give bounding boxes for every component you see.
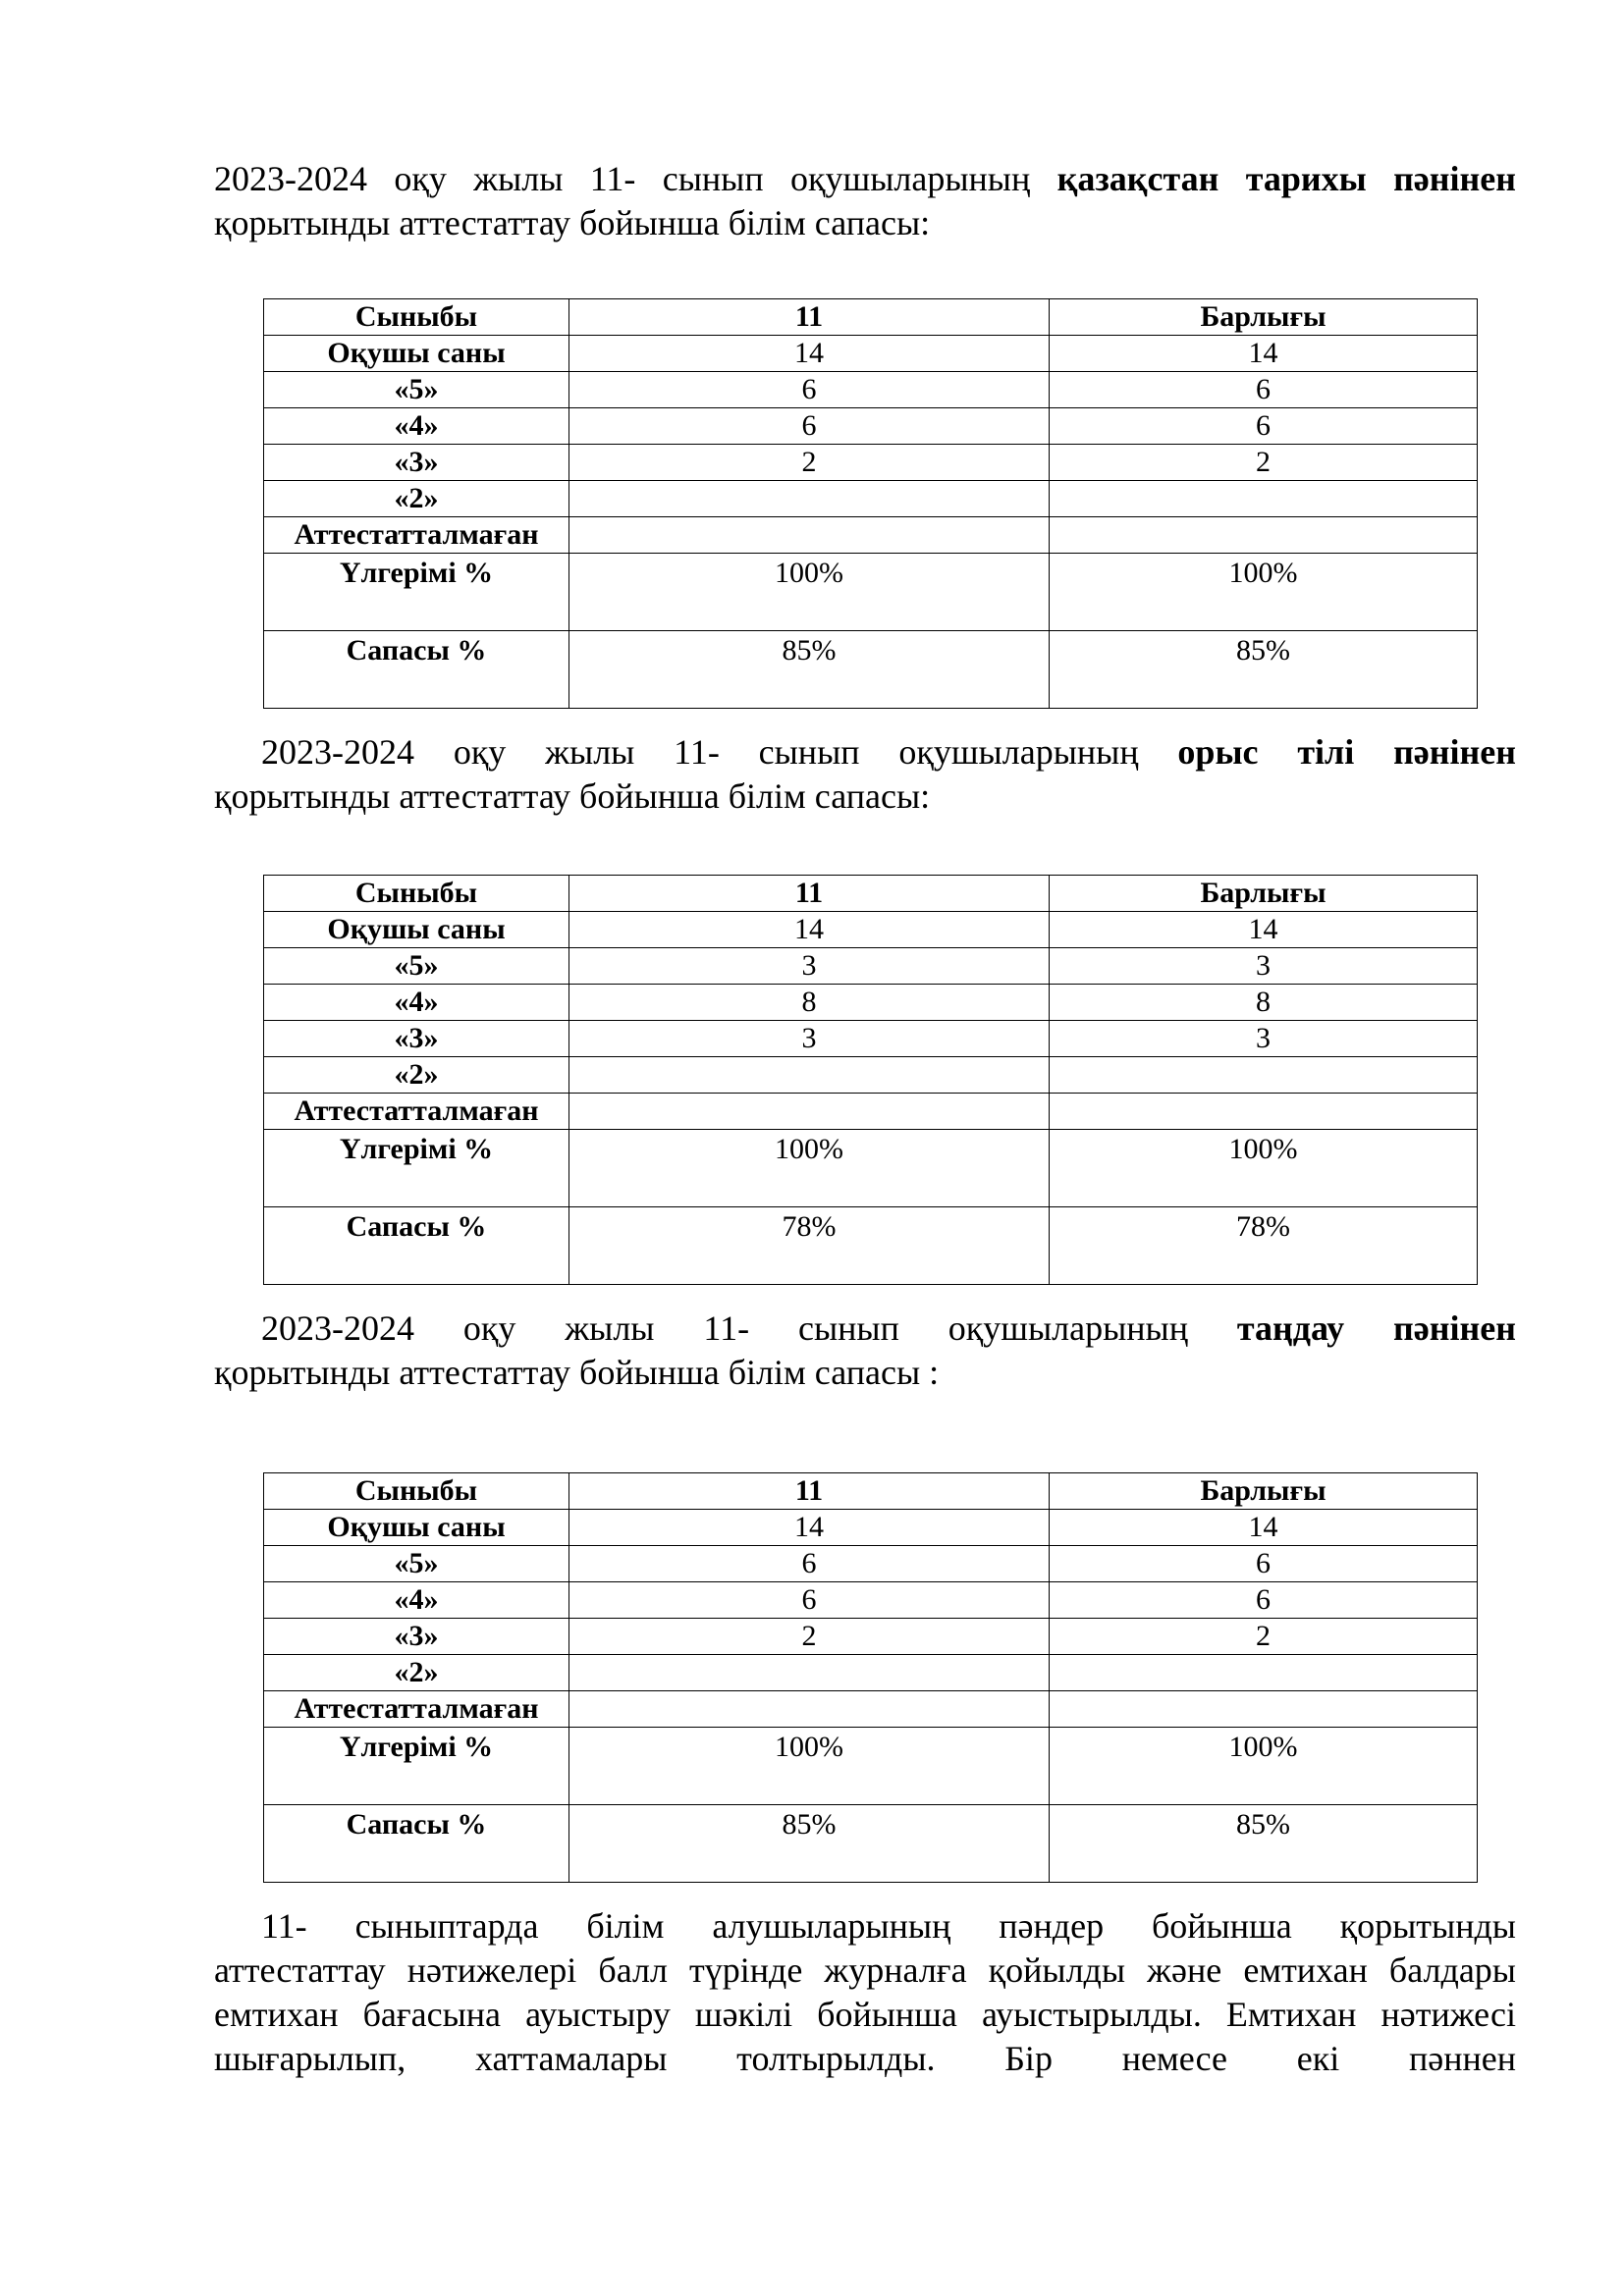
table-row bbox=[264, 1728, 1478, 1805]
table-row bbox=[264, 912, 1478, 948]
section-1-heading-line2: қорытынды аттестаттау бойынша білім сапасы: bbox=[214, 203, 931, 242]
closing-paragraph bbox=[214, 1904, 1516, 2081]
table-row bbox=[264, 1619, 1478, 1655]
row-label: Үлгерімі % bbox=[264, 1728, 569, 1805]
row-label: Аттестатталмаған bbox=[264, 517, 569, 554]
closing-line-4: шығарылып, хаттамалары толтырылды. Бір немесе екі пәннен bbox=[214, 2039, 1516, 2078]
row-label: Сапасы % bbox=[264, 1805, 569, 1883]
row-label: Оқушы саны bbox=[264, 336, 569, 372]
row-value: 8 bbox=[569, 985, 1050, 1021]
table-row bbox=[264, 1510, 1478, 1546]
table-row bbox=[264, 1094, 1478, 1130]
table-row bbox=[264, 948, 1478, 985]
row-total: 2 bbox=[1050, 1619, 1478, 1655]
row-total: 14 bbox=[1050, 336, 1478, 372]
table-row bbox=[264, 372, 1478, 408]
section-3-heading-text: 2023-2024 оқу жылы 11- сынып оқушыларының bbox=[261, 1308, 1237, 1348]
table-row bbox=[264, 985, 1478, 1021]
section-1-table bbox=[263, 298, 1478, 709]
section-2-heading-text: 2023-2024 оқу жылы 11- сынып оқушыларының bbox=[261, 732, 1178, 772]
row-value: 85% bbox=[569, 1805, 1050, 1883]
row-total: 6 bbox=[1050, 1582, 1478, 1619]
row-value: 100% bbox=[569, 1728, 1050, 1805]
table-row bbox=[264, 1582, 1478, 1619]
row-value: 78% bbox=[569, 1207, 1050, 1285]
table-row bbox=[264, 517, 1478, 554]
row-value: 85% bbox=[569, 631, 1050, 709]
header-total: Барлығы bbox=[1050, 876, 1478, 912]
row-value bbox=[569, 481, 1050, 517]
row-total: 100% bbox=[1050, 1728, 1478, 1805]
row-value: 14 bbox=[569, 912, 1050, 948]
row-total: 78% bbox=[1050, 1207, 1478, 1285]
row-total bbox=[1050, 1691, 1478, 1728]
row-total: 8 bbox=[1050, 985, 1478, 1021]
section-2-heading-line2: қорытынды аттестаттау бойынша білім сапасы: bbox=[214, 776, 931, 816]
section-2-table bbox=[263, 875, 1478, 1285]
header-class: Сыныбы bbox=[264, 1473, 569, 1510]
header-grade: 11 bbox=[569, 1473, 1050, 1510]
row-value: 6 bbox=[569, 1582, 1050, 1619]
row-value: 2 bbox=[569, 445, 1050, 481]
row-label: «2» bbox=[264, 1655, 569, 1691]
table-row bbox=[264, 1546, 1478, 1582]
row-total bbox=[1050, 1094, 1478, 1130]
row-total bbox=[1050, 517, 1478, 554]
row-value: 14 bbox=[569, 1510, 1050, 1546]
row-label: Оқушы саны bbox=[264, 912, 569, 948]
table-header-row bbox=[264, 1473, 1478, 1510]
table-row bbox=[264, 1021, 1478, 1057]
section-3-subject-tail: пәнінен bbox=[1344, 1308, 1516, 1348]
table-row bbox=[264, 554, 1478, 631]
row-total bbox=[1050, 1655, 1478, 1691]
row-label: «2» bbox=[264, 1057, 569, 1094]
closing-line-1: 11- сыныптарда білім алушыларының пәндер бойынша қорытынды bbox=[261, 1906, 1516, 1946]
row-label: «3» bbox=[264, 445, 569, 481]
row-label: «3» bbox=[264, 1021, 569, 1057]
row-value: 6 bbox=[569, 372, 1050, 408]
section-1-heading bbox=[214, 157, 1516, 245]
table-row bbox=[264, 1057, 1478, 1094]
header-total: Барлығы bbox=[1050, 299, 1478, 336]
row-label: Үлгерімі % bbox=[264, 554, 569, 631]
row-total: 14 bbox=[1050, 912, 1478, 948]
table-row bbox=[264, 1130, 1478, 1207]
row-value: 3 bbox=[569, 948, 1050, 985]
table-row bbox=[264, 1691, 1478, 1728]
section-3-subject: таңдау bbox=[1236, 1308, 1345, 1348]
section-3-table bbox=[263, 1472, 1478, 1883]
table-row bbox=[264, 481, 1478, 517]
row-total: 3 bbox=[1050, 948, 1478, 985]
row-total: 3 bbox=[1050, 1021, 1478, 1057]
row-value: 3 bbox=[569, 1021, 1050, 1057]
row-label: «4» bbox=[264, 408, 569, 445]
row-label: Үлгерімі % bbox=[264, 1130, 569, 1207]
table-row bbox=[264, 1805, 1478, 1883]
row-value: 6 bbox=[569, 408, 1050, 445]
header-class: Сыныбы bbox=[264, 876, 569, 912]
row-value bbox=[569, 1691, 1050, 1728]
row-label: «2» bbox=[264, 481, 569, 517]
row-label: Аттестатталмаған bbox=[264, 1691, 569, 1728]
table-row bbox=[264, 445, 1478, 481]
row-total: 6 bbox=[1050, 1546, 1478, 1582]
table-header-row bbox=[264, 876, 1478, 912]
section-1-heading-text: 2023-2024 оқу жылы 11- сынып оқушыларының bbox=[214, 159, 1057, 198]
row-label: «4» bbox=[264, 1582, 569, 1619]
section-2-subject: орыс тілі пәнінен bbox=[1177, 732, 1516, 772]
row-total: 6 bbox=[1050, 372, 1478, 408]
table-row bbox=[264, 1207, 1478, 1285]
section-2-heading bbox=[214, 730, 1516, 819]
row-label: Сапасы % bbox=[264, 631, 569, 709]
row-total bbox=[1050, 481, 1478, 517]
closing-line-3: емтихан бағасына ауыстыру шәкілі бойынша ауыстырылды. Емтихан нәтижесі bbox=[214, 1995, 1516, 2034]
row-total: 100% bbox=[1050, 1130, 1478, 1207]
row-label: «5» bbox=[264, 372, 569, 408]
row-label: Оқушы саны bbox=[264, 1510, 569, 1546]
row-total: 6 bbox=[1050, 408, 1478, 445]
row-label: «4» bbox=[264, 985, 569, 1021]
header-grade: 11 bbox=[569, 876, 1050, 912]
section-3-heading bbox=[214, 1307, 1516, 1395]
table-row bbox=[264, 336, 1478, 372]
table-header-row bbox=[264, 299, 1478, 336]
row-label: «3» bbox=[264, 1619, 569, 1655]
row-value bbox=[569, 517, 1050, 554]
row-value bbox=[569, 1057, 1050, 1094]
table-row bbox=[264, 1655, 1478, 1691]
table-row bbox=[264, 408, 1478, 445]
header-total: Барлығы bbox=[1050, 1473, 1478, 1510]
row-total: 14 bbox=[1050, 1510, 1478, 1546]
row-value: 2 bbox=[569, 1619, 1050, 1655]
row-total bbox=[1050, 1057, 1478, 1094]
row-value: 6 bbox=[569, 1546, 1050, 1582]
header-class: Сыныбы bbox=[264, 299, 569, 336]
row-total: 100% bbox=[1050, 554, 1478, 631]
row-label: «5» bbox=[264, 948, 569, 985]
row-value bbox=[569, 1655, 1050, 1691]
row-total: 85% bbox=[1050, 631, 1478, 709]
row-label: Аттестатталмаған bbox=[264, 1094, 569, 1130]
header-grade: 11 bbox=[569, 299, 1050, 336]
row-value: 100% bbox=[569, 554, 1050, 631]
row-value: 100% bbox=[569, 1130, 1050, 1207]
closing-line-2: аттестаттау нәтижелері балл түрінде журналға қойылды және емтихан балдары bbox=[214, 1950, 1516, 1990]
section-1-subject: қазақстан тарихы пәнінен bbox=[1056, 159, 1516, 198]
row-value: 14 bbox=[569, 336, 1050, 372]
row-label: Сапасы % bbox=[264, 1207, 569, 1285]
table-row bbox=[264, 631, 1478, 709]
row-total: 85% bbox=[1050, 1805, 1478, 1883]
row-value bbox=[569, 1094, 1050, 1130]
row-total: 2 bbox=[1050, 445, 1478, 481]
section-3-heading-line2: қорытынды аттестаттау бойынша білім сапасы : bbox=[214, 1353, 940, 1392]
row-label: «5» bbox=[264, 1546, 569, 1582]
